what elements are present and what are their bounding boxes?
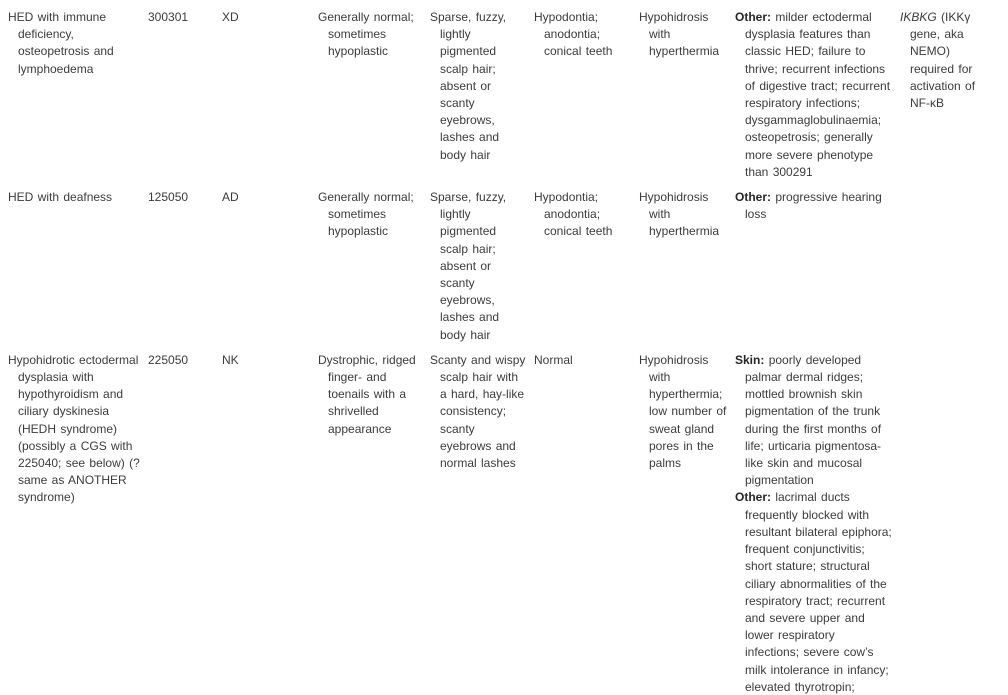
other-features-paragraph <box>735 9 893 181</box>
condition-cell: HED with deafness <box>8 190 113 205</box>
teeth-cell: Hypodontia; anodontia; conical teeth <box>534 190 613 239</box>
nails-cell: Generally normal; sometimes hypoplastic <box>318 10 414 59</box>
hair-cell: Sparse, fuzzy, lightly pigmented scalp hair; absent or scanty eyebrows, lashes and body hair <box>430 10 507 162</box>
table-row <box>8 9 1008 181</box>
condition-cell: Hypohidrotic ectodermal dysplasia with hypothyroidism and ciliary dyskinesia (HEDH syndrome) (possibly a CGS with 225040; see below) (? same as ANOTHER syndrome) <box>8 352 140 505</box>
feature-label: Other: <box>735 490 771 505</box>
sweat-glands-cell: Hypohidrosis with hyperthermia <box>639 190 720 239</box>
other-features-paragraph <box>735 489 893 695</box>
other-features-cell <box>735 189 900 223</box>
table-row <box>8 189 1008 344</box>
hair-cell: Sparse, fuzzy, lightly pigmented scalp hair; absent or scanty eyebrows, lashes and body hair <box>430 190 507 342</box>
other-features-paragraph <box>735 189 893 223</box>
gene-description: (IKKγ gene, aka NEMO) required for activation of NF-κB <box>910 10 976 111</box>
skin-features-paragraph <box>735 352 893 490</box>
table-row <box>8 352 1008 695</box>
omim-number: 125050 <box>148 190 189 205</box>
feature-label: Other: <box>735 10 771 24</box>
inheritance-code: AD <box>222 190 239 205</box>
condition-cell: HED with immune deficiency, osteopetrosis and lymphoedema <box>8 10 114 76</box>
sweat-glands-cell: Hypohidrosis with hyperthermia <box>639 10 720 59</box>
inheritance-code: NK <box>222 352 239 367</box>
feature-text: milder ectodermal dysplasia features than classic HED; failure to thrive; recurrent infections of digestive tract; recurrent respiratory infections; dysgammaglobulinaemia; osteopetrosis; generally more severe phenotype than 300291 <box>745 10 891 179</box>
feature-label: Other: <box>735 190 771 205</box>
feature-label: Skin: <box>735 352 765 367</box>
inheritance-code: XD <box>222 10 239 24</box>
hair-cell: Scanty and wispy scalp hair with a hard, hay-like consistency; scanty eyebrows and normal lashes <box>430 352 526 471</box>
feature-text: lacrimal ducts frequently blocked with resultant bilateral epiphora; frequent conjunctivitis; short stature; structural ciliary abnormalities of the respiratory tract; recurrent and severe upper and lower respiratory infections; severe cow’s milk intolerance in infancy; elevated thyrotropin; <box>745 490 892 694</box>
gene-cell <box>900 9 1004 112</box>
nails-cell: Dystrophic, ridged finger- and toenails with a shrivelled appearance <box>318 352 416 436</box>
sweat-glands-cell: Hypohidrosis with hyperthermia; low number of sweat gland pores in the palms <box>639 352 727 471</box>
teeth-cell: Hypodontia; anodontia; conical teeth <box>534 10 613 59</box>
feature-text: progressive hearing loss <box>745 190 882 222</box>
omim-number: 300301 <box>148 10 189 24</box>
omim-number: 225050 <box>148 352 189 367</box>
other-features-cell <box>735 9 900 181</box>
other-features-cell <box>735 352 900 695</box>
feature-text: poorly developed palmar dermal ridges; mottled brownish skin pigmentation of the trunk during the first months of life; urticaria pigmentosa-like skin and mucosal pigmentation <box>745 352 882 488</box>
teeth-cell: Normal <box>534 352 573 367</box>
gene-symbol: IKBKG <box>900 10 937 24</box>
nails-cell: Generally normal; sometimes hypoplastic <box>318 190 414 239</box>
